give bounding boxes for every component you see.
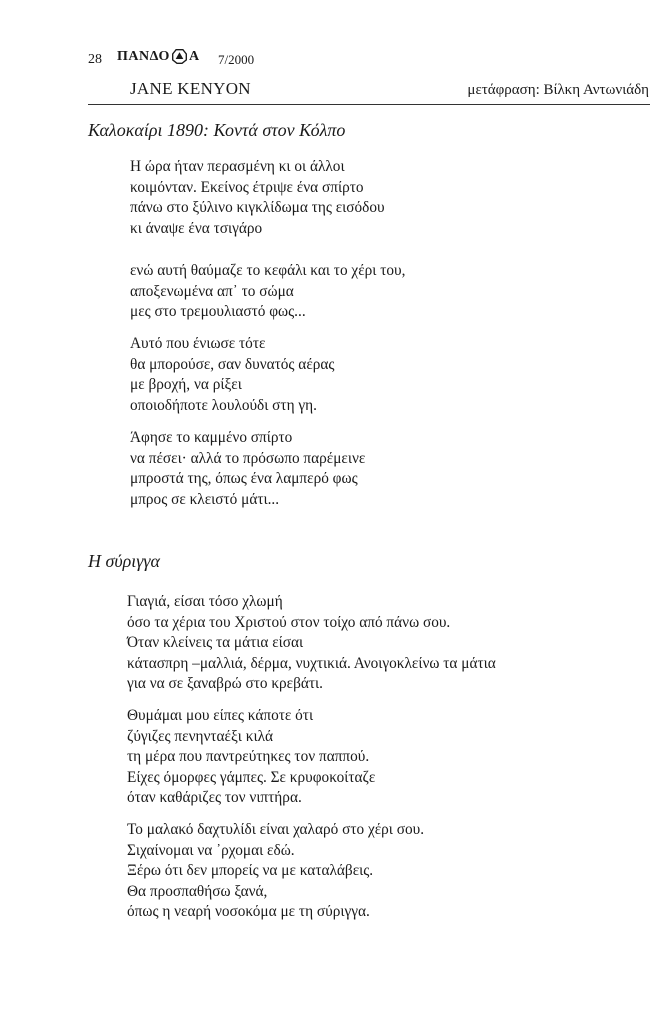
stanza [130, 428, 365, 510]
poem-title: Η σύριγγα [88, 551, 160, 571]
verse-line: Θυμάμαι μου είπες κάποτε ότι [127, 707, 314, 724]
issue-date: 7/2000 [218, 52, 255, 67]
translator-credit: μετάφραση: Βίλκη Αντωνιάδη [467, 82, 649, 98]
verse-line: Η ώρα ήταν περασμένη κι οι άλλοι [130, 158, 345, 175]
verse-line: τη μέρα που παντρεύτηκες τον παππού. [127, 748, 370, 765]
author-name: JANE KENYON [130, 79, 251, 98]
magazine-logo [117, 48, 200, 65]
verse-line: Το μαλακό δαχτυλίδι είναι χαλαρό στο χέρι σου. [127, 821, 425, 838]
logo-emblem-icon [171, 48, 188, 65]
verse-line: θα μπορούσε, σαν δυνατός αέρας [130, 355, 335, 373]
verse-line: για να σε ξαναβρώ στο κρεβάτι. [127, 675, 323, 692]
verse-line: Αυτό που ένιωσε τότε [130, 335, 266, 352]
verse-line: ενώ αυτή θαύμαζε το κεφάλι και το χέρι του, [130, 262, 406, 279]
verse-line: κάτασπρη –μαλλιά, δέρμα, νυχτικιά. Ανοιγοκλείνω τα μάτια [127, 654, 496, 672]
page-number: 28 [88, 52, 102, 67]
magazine-logo-suffix: Α [188, 48, 200, 64]
stanza [130, 334, 334, 416]
verse-line: μες στο τρεμουλιαστό φως... [130, 303, 306, 320]
stanza [127, 706, 375, 809]
verse-line: μπρος σε κλειστό μάτι... [130, 490, 280, 508]
verse-line: Σιχαίνομαι να ᾽ρχομαι εδώ. [127, 841, 295, 859]
verse-line: μπροστά της, όπως ένα λαμπερό φως [130, 470, 358, 487]
verse-line: όταν καθάριζες τον νιπτήρα. [127, 789, 302, 806]
verse-line: αποξενωμένα απ᾽ το σώμα [130, 282, 294, 300]
stanza [127, 592, 496, 695]
stanza [130, 261, 405, 323]
verse-line: με βροχή, να ρίξει [130, 376, 242, 393]
verse-line: πάνω στο ξύλινο κιγκλίδωμα της εισόδου [130, 199, 385, 216]
magazine-logo-prefix: ΠΑΝΔΟ [117, 48, 170, 64]
verse-line: Ξέρω ότι δεν μπορείς να με καταλάβεις. [127, 862, 374, 879]
header-rule [88, 104, 650, 105]
verse-line: να πέσει· αλλά το πρόσωπο παρέμεινε [130, 449, 366, 467]
verse-line: όσο τα χέρια του Χριστού στον τοίχο από πάνω σου. [127, 613, 451, 631]
stanza [130, 157, 385, 239]
verse-line: όπως η νεαρή νοσοκόμα με τη σύριγγα. [127, 903, 370, 920]
stanza [127, 820, 424, 923]
verse-line: Όταν κλείνεις τα μάτια είσαι [127, 634, 304, 651]
verse-line: Θα προσπαθήσω ξανά, [127, 882, 268, 900]
verse-line: Είχες όμορφες γάμπες. Σε κρυφοκοίταζε [127, 768, 376, 786]
verse-line: Γιαγιά, είσαι τόσο χλωμή [127, 593, 283, 610]
verse-line: ζύγιζες πενηνταέξι κιλά [127, 727, 274, 745]
verse-line: οποιοδήποτε λουλούδι στη γη. [130, 396, 317, 414]
verse-line: Άφησε το καμμένο σπίρτο [130, 429, 293, 446]
verse-line: κοιμόνταν. Εκείνος έτριψε ένα σπίρτο [130, 178, 364, 196]
verse-line: κι άναψε ένα τσιγάρο [130, 219, 263, 237]
poem-title: Καλοκαίρι 1890: Κοντά στον Κόλπο [88, 120, 346, 140]
